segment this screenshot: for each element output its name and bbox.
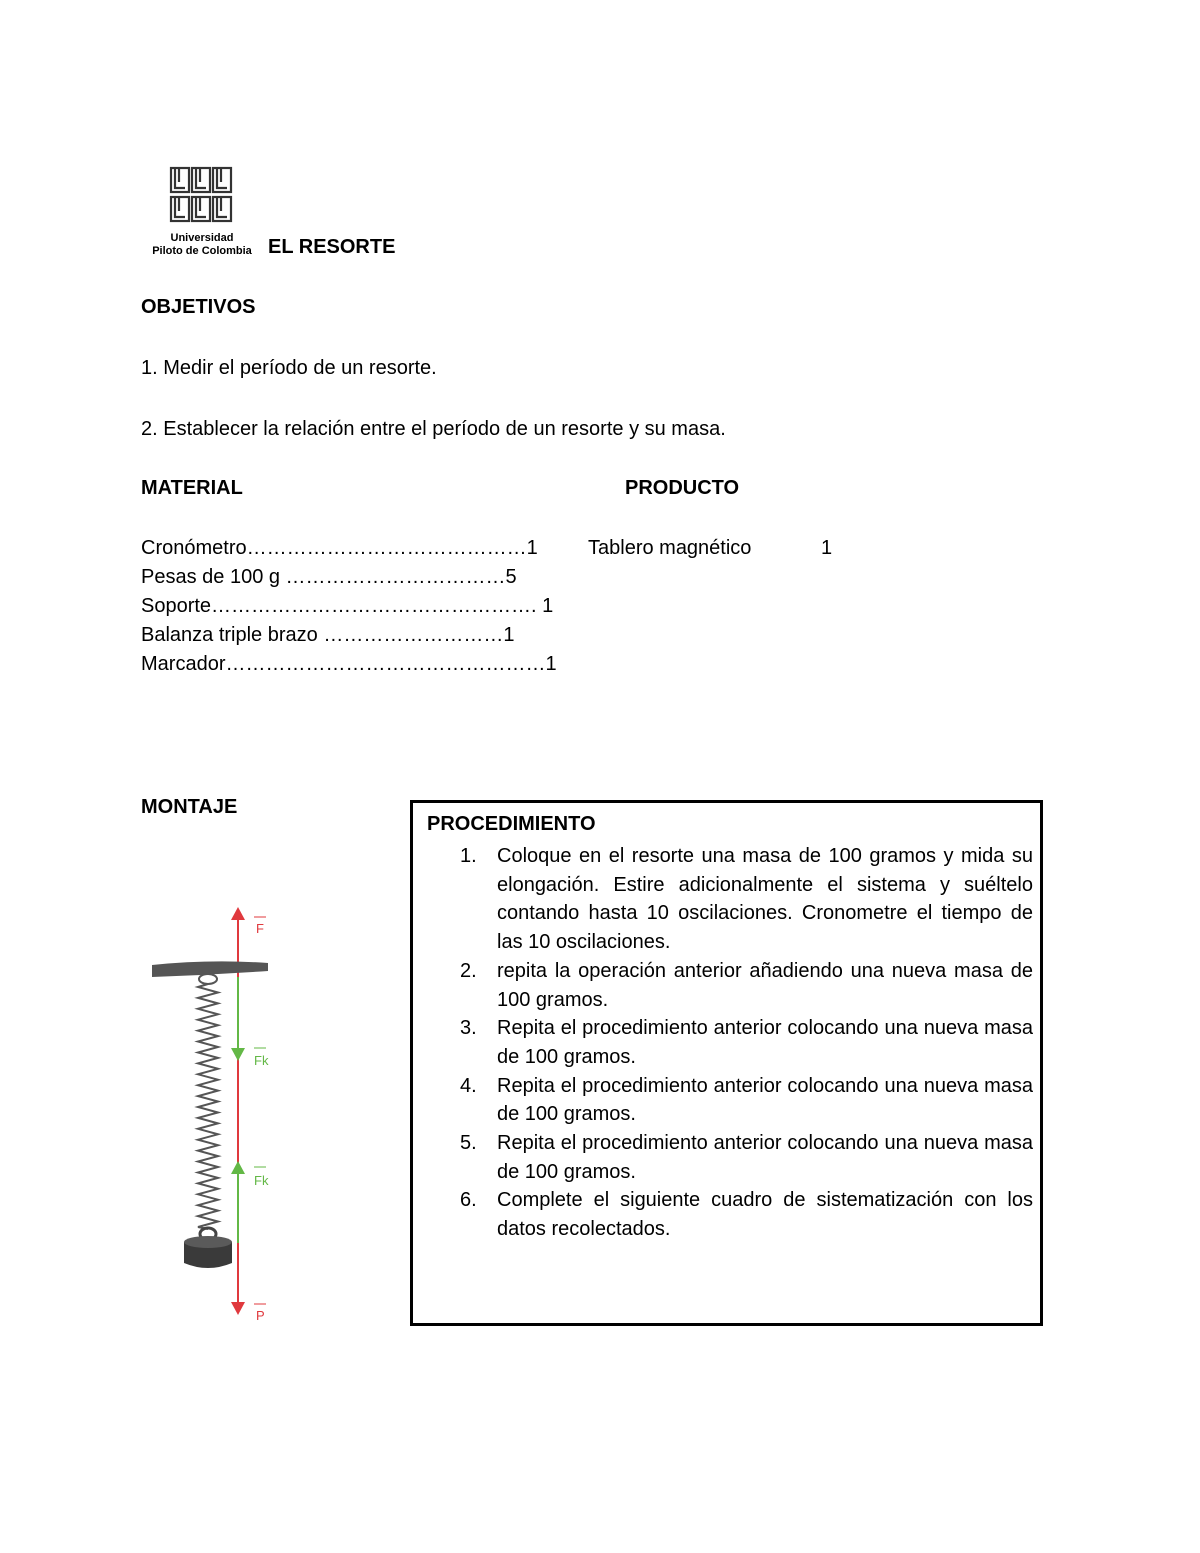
fk-top-label: Fk xyxy=(254,1053,269,1068)
step-text: Repita el procedimiento anterior colocando una nueva masa de 100 gramos. xyxy=(497,1074,1033,1126)
procedure-step xyxy=(413,1186,1033,1243)
step-text: Repita el procedimiento anterior colocando una nueva masa de 100 gramos. xyxy=(497,1132,1033,1183)
objectives-heading: OBJETIVOS xyxy=(141,296,256,318)
document-title: EL RESORTE xyxy=(268,236,396,258)
procedure-step xyxy=(413,1072,1033,1129)
fk-bottom-label: Fk xyxy=(254,1173,269,1188)
material-item: Marcador…………………………………………1 xyxy=(141,653,557,675)
logo-text-line1: Universidad xyxy=(170,232,234,244)
procedure-step xyxy=(413,957,1033,1014)
p-arrow-icon xyxy=(231,1302,245,1315)
step-number: 1. xyxy=(460,845,477,867)
spring-diagram xyxy=(140,895,290,1335)
producto-item-qty: 1 xyxy=(821,537,833,559)
university-logo xyxy=(143,166,261,258)
spring-coils xyxy=(198,984,218,1229)
step-text: Repita el procedimiento anterior colocando una nueva masa de 100 gramos. xyxy=(497,1017,1033,1068)
fk-down-arrow-icon xyxy=(231,1048,245,1061)
procedure-step xyxy=(413,842,1033,957)
f-arrow-icon xyxy=(231,907,245,920)
step-text: repita la operación anterior añadiendo una nueva masa de 100 gramos. xyxy=(497,959,1033,1011)
montaje-heading: MONTAJE xyxy=(141,796,238,818)
step-number: 3. xyxy=(460,1017,477,1040)
producto-heading: PRODUCTO xyxy=(625,477,740,499)
procedure-box xyxy=(410,800,1043,1326)
material-item: Cronómetro……………………………………1 xyxy=(141,537,538,559)
procedure-step xyxy=(413,1014,1033,1071)
producto-item-name: Tablero magnético xyxy=(588,537,752,559)
logo-text-line2: Piloto de Colombia xyxy=(152,245,252,257)
step-number: 2. xyxy=(460,959,477,982)
step-number: 4. xyxy=(460,1074,477,1097)
procedure-heading: PROCEDIMIENTO xyxy=(427,813,596,835)
fk-up-arrow-icon xyxy=(231,1161,245,1174)
p-label: P xyxy=(256,1308,265,1323)
step-number: 6. xyxy=(460,1189,477,1212)
logo-mark-icon xyxy=(169,166,233,224)
objective-item: 2. Establecer la relación entre el período de un resorte y su masa. xyxy=(141,418,726,440)
material-heading: MATERIAL xyxy=(141,477,243,499)
step-number: 5. xyxy=(460,1132,477,1155)
objective-item: 1. Medir el período de un resorte. xyxy=(141,357,437,379)
f-label: F xyxy=(256,921,264,936)
material-item: Balanza triple brazo ………………………1 xyxy=(141,624,515,646)
step-text: Complete el siguiente cuadro de sistematización con los datos recolectados. xyxy=(497,1189,1033,1241)
procedure-list xyxy=(413,842,1033,1244)
material-item: Pesas de 100 g ……………………………5 xyxy=(141,566,517,588)
procedure-step xyxy=(413,1129,1033,1186)
material-item: Soporte…………………………………………. 1 xyxy=(141,595,554,617)
step-text: Coloque en el resorte una masa de 100 gramos y mida su elongación. Estire adicionalmente el sistema y suéltelo contando hasta 10 oscilaciones. Cronometre el tiempo de las 10 oscilaciones. xyxy=(497,845,1033,954)
